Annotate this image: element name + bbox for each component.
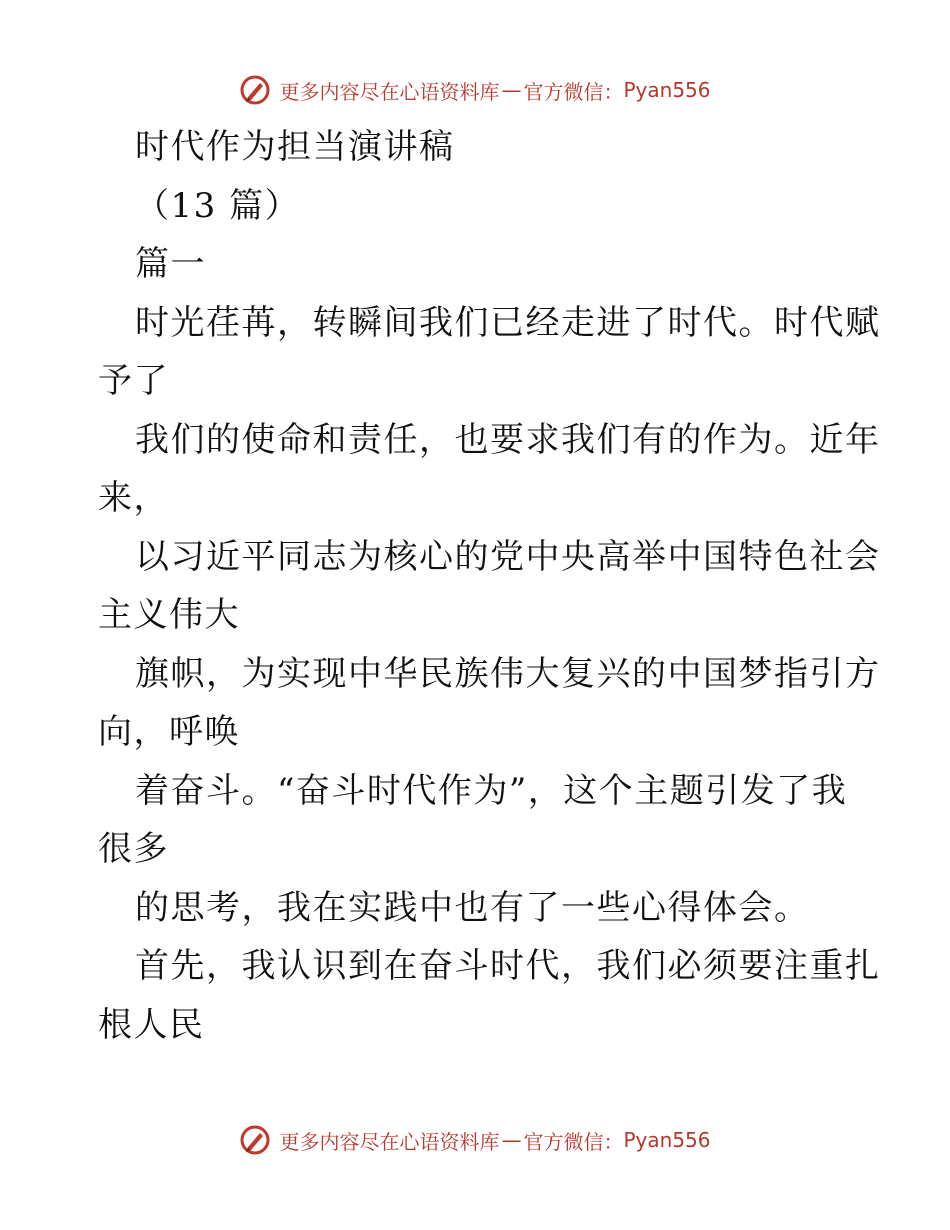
banner-dash: — xyxy=(501,78,522,102)
section-heading: 篇一 xyxy=(135,244,206,284)
footer-banner xyxy=(0,1120,950,1160)
paragraph-line: 旗帜，为实现中华民族伟大复兴的中国梦指引方 xyxy=(135,653,881,694)
banner-site-text: 更多内容尽在心语资料库 xyxy=(279,1129,500,1154)
paragraph-line: 以习近平同志为核心的党中央高举中国特色社会 xyxy=(135,536,881,577)
banner-wechat-id: Pyan556 xyxy=(623,1128,711,1152)
paragraph-line: 主义伟大 xyxy=(98,595,240,635)
paragraph-line: 予了 xyxy=(98,361,169,401)
document-subtitle: （13 篇） xyxy=(135,185,301,226)
paragraph-line: 来， xyxy=(98,478,169,518)
paragraph-line: 根人民 xyxy=(98,1004,205,1045)
pen-logo-icon xyxy=(239,1124,271,1156)
paragraph-line: 着奋斗。“奋斗时代作为”，这个主题引发了我 xyxy=(135,770,848,811)
paragraph-line: 向，呼唤 xyxy=(98,712,240,752)
paragraph-line: 首先，我认识到在奋斗时代，我们必须要注重扎 xyxy=(135,946,881,986)
paragraph-line: 我们的使命和责任，也要求我们有的作为。近年 xyxy=(135,419,881,460)
banner-wechat-label: 官方微信： xyxy=(523,1129,624,1154)
header-banner xyxy=(0,70,950,110)
paragraph-line: 很多 xyxy=(98,829,169,869)
banner-site-text: 更多内容尽在心语资料库 xyxy=(279,79,500,104)
banner-dash: — xyxy=(501,1128,522,1152)
document-body xyxy=(98,118,881,1054)
document-title: 时代作为担当演讲稿 xyxy=(135,127,455,167)
paragraph-line: 时光荏苒，转瞬间我们已经走进了时代。时代赋 xyxy=(135,302,881,343)
banner-wechat-id: Pyan556 xyxy=(623,78,711,102)
paragraph-line: 的思考，我在实践中也有了一些心得体会。 xyxy=(135,887,810,928)
banner-wechat-label: 官方微信： xyxy=(523,79,624,104)
pen-logo-icon xyxy=(239,74,271,106)
